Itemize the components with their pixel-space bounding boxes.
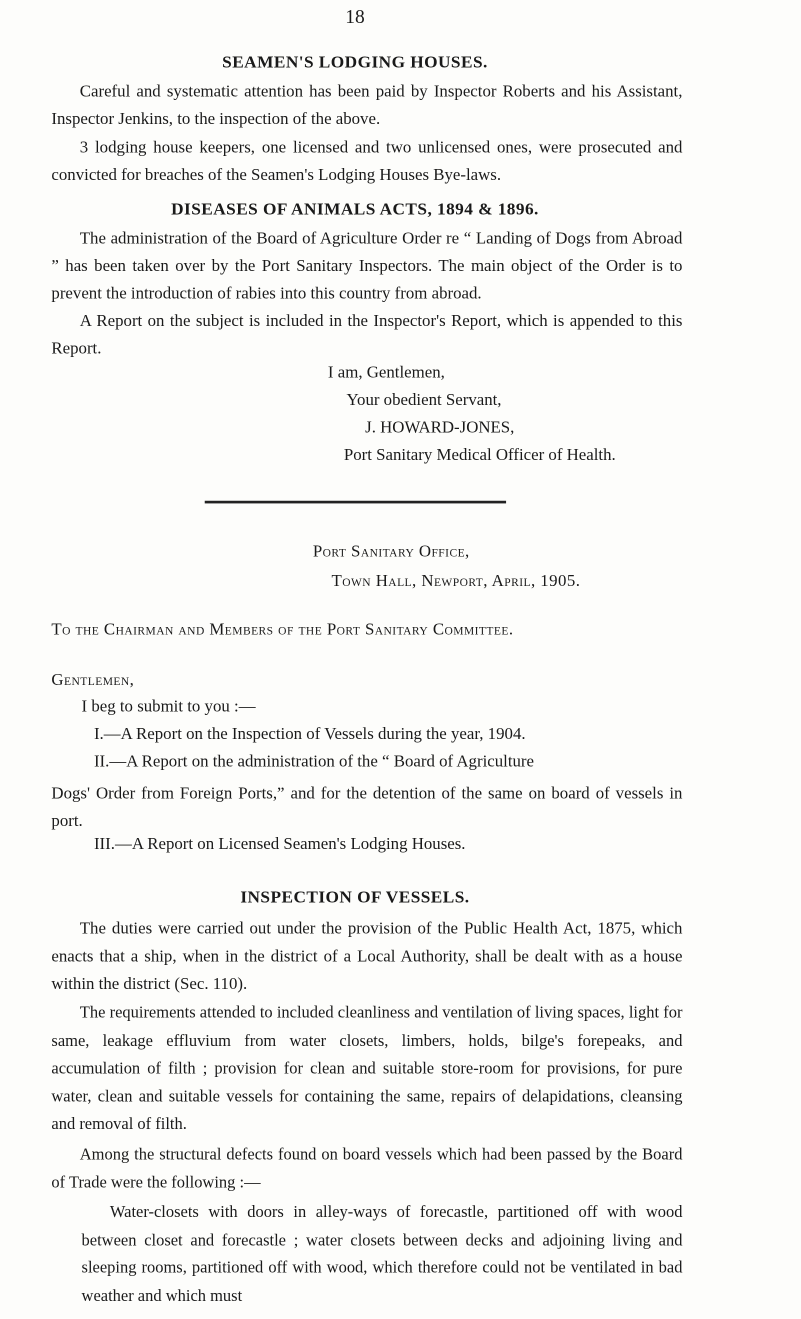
section-divider (205, 501, 506, 504)
inspection-paragraph-3: Among the structural defects found on board vessels which had been passed by the Board of Trade were the following :— (51, 1145, 683, 1192)
signature-name: J. HOWARD-JONES, (365, 418, 515, 437)
diseases-paragraph-2: A Report on the subject is included in the Inspector's Report, which is appended to this Report. (51, 311, 683, 359)
signature-title: Port Sanitary Medical Officer of Health. (343, 445, 616, 465)
signature-closing: I am, Gentlemen, (327, 363, 445, 382)
report-item-2-line-1: II.—A Report on the administration of the “ Board of Agriculture (93, 752, 535, 772)
report-item-2-continuation: Dogs' Order from Foreign Ports,” and for the detention of the same on board of vessels in port. (51, 784, 683, 831)
submission-intro: I beg to submit to you :— (81, 697, 256, 717)
report-item-3: III.—A Report on Licensed Seamen's Lodging Houses. (93, 834, 466, 854)
diseases-heading: DISEASES OF ANIMALS ACTS, 1894 & 1896. (171, 200, 539, 219)
addressee-line: To the Chairman and Members of the Port Sanitary Committee. (51, 620, 514, 640)
salutation-gentlemen: Gentlemen, (51, 670, 135, 690)
inspection-paragraph-2: The requirements attended to included cleanliness and ventilation of living spaces, light for same, leakage effluvium from water closets, limbers, holds, bilge's forepeaks, and accumulation of filth ; provision for clean and suitable store-room for provisions, for pure water, clean and suitable vessels for containing the same, repairs of delapidations, cleansing and removal of filth. (51, 1003, 683, 1134)
seamen-paragraph-1: Careful and systematic attention has been paid by Inspector Roberts and his Assistant, Inspector Jenkins, to the inspection of the above. (51, 82, 683, 129)
seamen-heading: SEAMEN'S LODGING HOUSES. (222, 53, 488, 72)
seamen-paragraph-2: 3 lodging house keepers, one licensed and two unlicensed ones, were prosecuted and convicted for breaches of the Seamen's Lodging Houses Bye-laws. (51, 138, 683, 185)
report-item-1: I.—A Report on the Inspection of Vessels during the year, 1904. (93, 724, 526, 744)
address-location-date: Town Hall, Newport, April, 1905. (331, 571, 581, 591)
page-number: 18 (345, 5, 365, 28)
signature-servant: Your obedient Servant, (346, 390, 502, 410)
inspection-paragraph-1: The duties were carried out under the provision of the Public Health Act, 1875, which enacts that a ship, when in the district of a Local Authority, shall be dealt with as a house within the district (Sec. 110). (51, 919, 683, 994)
inspection-paragraph-4: Water-closets with doors in alley-ways of forecastle, partitioned off with wood between closet and forecastle ; water closets between decks and adjoining living and sleeping rooms, partitioned off with wood, which therefore could not be ventilated in bad weather and which must (81, 1202, 683, 1306)
address-office: Port Sanitary Office, (312, 542, 470, 562)
diseases-paragraph-1: The administration of the Board of Agriculture Order re “ Landing of Dogs from Abroad ” has been taken over by the Port Sanitary Inspectors. The main object of the Order is to prevent the introduction of rabies into this country from abroad. (51, 229, 683, 304)
inspection-heading: INSPECTION OF VESSELS. (240, 888, 470, 907)
